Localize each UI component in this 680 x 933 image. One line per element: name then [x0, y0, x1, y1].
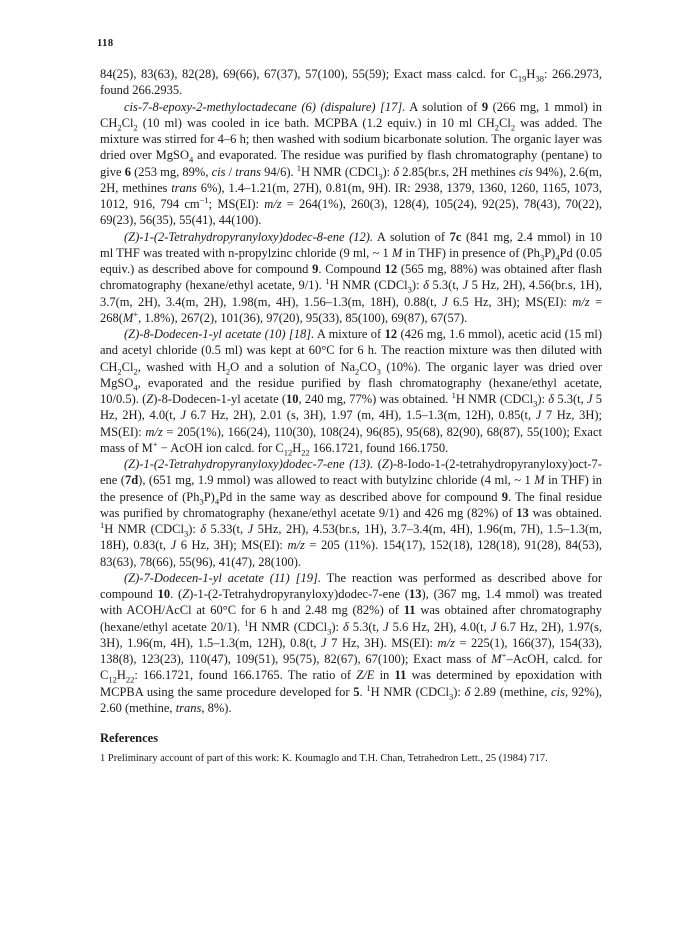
text-run: 22	[301, 447, 310, 458]
text-run: J	[586, 392, 593, 406]
text-run: (841 mg, 2.4 mmol) in 10 ml THF was treated with n-propylzinc chloride (9 ml, ~ 1	[100, 229, 603, 260]
text-run: Cl	[121, 115, 134, 130]
text-run: 166.1721, found 166.1750.	[309, 440, 449, 455]
text-run: 1	[100, 519, 105, 530]
text-run: 3	[183, 528, 189, 539]
text-run: 2	[494, 122, 499, 133]
text-run: +	[152, 438, 158, 449]
text-run: trans	[175, 700, 202, 715]
text-run: (10%). The organic layer was dried over MgSO	[100, 359, 602, 390]
text-run: , 8%).	[201, 700, 232, 715]
text-run: , evaporated and the residue purified by flash chromatography (hexane/ethyl acetate, 10/0.5). (	[100, 375, 602, 406]
text-run: )-8-Iodo-1-(2-tetrahydropyranyloxy)oct-7-ene (	[100, 457, 602, 488]
text-run: 3	[376, 366, 381, 376]
text-run: 3	[533, 398, 538, 409]
text-run: 4	[133, 382, 138, 393]
text-run: (Z)-7-Dodecen-1-yl acetate (11) [19].	[124, 570, 321, 585]
text-run: 22	[125, 674, 135, 685]
text-run: (426 mg, 1.6 mmol), acetic acid (15 ml) and acetyl chloride (0.5 ml) was kept at 60°C for 6 h. The reaction mixture was then diluted with CH	[100, 327, 603, 374]
page-number: 118	[97, 38, 114, 49]
text-run: 6%), 1.4–1.21(m, 27H), 0.81(m, 9H). IR: 2938, 1379, 1360, 1260, 1165, 1073, 1012, 916, 794 cm	[100, 180, 602, 211]
text-run: m/z	[145, 424, 163, 439]
text-run: J	[321, 635, 327, 650]
text-run: M	[391, 245, 403, 260]
text-run: , 1.8%), 267(2), 101(36), 97(20), 95(33), 85(100), 69(87), 67(57).	[138, 310, 468, 325]
text-run: 38	[535, 73, 544, 84]
text-run: 6.7 Hz, 2H), 2.01 (s, 3H), 1.97 (m, 4H), 1.5–1.3(m, 12H), 0.85(t,	[186, 408, 536, 423]
text-run: in	[374, 668, 395, 683]
text-run: = 264(1%), 260(3), 128(4), 105(24), 92(25), 78(43), 70(22), 69(23), 56(35), 55(41), 44(100).	[100, 197, 602, 228]
text-run: M	[122, 310, 134, 325]
text-run: Cl	[121, 359, 134, 374]
text-run: (Z)-8-Dodecen-1-yl acetate (10) [18].	[124, 327, 315, 341]
text-run: Pd in the same way as described above for compound	[219, 489, 502, 504]
text-run: /	[225, 164, 236, 179]
text-run: 12	[283, 447, 293, 458]
text-run: ), (651 mg, 1.9 mmol) was allowed to react with butylzinc chloride (4 ml, ~ 1	[138, 473, 535, 488]
text-run: 7 Hz, 3H). MS(EI):	[326, 635, 438, 650]
text-run: was determined by epoxidation with MCPBA using the same procedure developed for	[100, 668, 602, 699]
text-run: and evaporated. The residue was purified by flash chromatography (pentane) to give	[100, 148, 602, 179]
text-run: 7d	[124, 473, 139, 488]
paragraph-compound-6	[100, 99, 602, 229]
text-run: cis	[551, 684, 565, 699]
text-run: H NMR (CDCl	[329, 278, 408, 293]
paragraph-mass-spec-continuation	[100, 66, 602, 99]
text-run: 6.5 Hz, 3H); MS(EI):	[447, 294, 573, 309]
text-run: 12	[384, 327, 398, 341]
text-run: 7 Hz, 3H); MS(EI):	[100, 408, 602, 439]
text-run: 2	[117, 366, 122, 376]
reference-item-1	[100, 752, 602, 766]
text-run: )-1-(2-Tetrahydropyranyloxy)dodec-7-ene (	[189, 587, 409, 601]
text-run: 6	[124, 164, 131, 179]
text-run: 2	[133, 366, 138, 376]
text-run: 13	[516, 505, 529, 520]
text-run: : 166.1721, found 166.1765. The ratio of	[134, 668, 357, 683]
text-run: 9	[312, 262, 319, 276]
text-run: H NMR (CDCl	[455, 392, 534, 406]
text-run: H NMR (CDCl	[301, 164, 379, 179]
text-run: Z	[381, 457, 389, 471]
text-run: , washed with H	[137, 359, 226, 374]
paragraph-compound-11	[100, 570, 602, 716]
text-run: ):	[453, 684, 465, 699]
text-run: 3	[539, 252, 545, 263]
text-run: was obtained after chromatography (hexane/ethyl acetate 20/1).	[100, 603, 602, 634]
text-run: 5.3(t,	[554, 392, 587, 406]
text-run: 2	[510, 122, 516, 133]
text-run: H NMR (CDCl	[248, 619, 328, 634]
text-run: Z	[146, 392, 154, 406]
text-run: 5	[353, 684, 360, 699]
text-run: +	[133, 308, 139, 319]
text-run: , 92%), 2.60 (methine,	[100, 684, 603, 715]
text-run: . Compound	[318, 262, 385, 276]
text-run: A solution of	[373, 229, 450, 244]
text-run: 5.3(t,	[348, 619, 384, 634]
text-run: –AcOH, calcd. for C	[100, 652, 602, 683]
text-run: 11	[394, 668, 407, 683]
text-run: m/z	[287, 538, 305, 553]
text-run: (565 mg, 88%) was obtained after flash chromatography (hexane/ethyl acetate, 9/1).	[100, 262, 603, 293]
text-run: J	[462, 278, 469, 293]
text-run: ):	[331, 619, 343, 634]
text-run: 2.85(br.s, 2H methines	[399, 164, 519, 179]
text-run: cis	[518, 164, 533, 179]
text-run: 2	[355, 366, 360, 376]
text-run: Z/E	[356, 668, 375, 683]
text-run: 9	[501, 489, 508, 504]
body-text	[100, 66, 602, 766]
references-heading: References	[100, 731, 159, 745]
text-run: 84(25), 83(63), 82(28), 69(66), 67(37), 57(100), 55(59); Exact mass calcd. for C	[100, 67, 518, 81]
text-run: .	[359, 684, 367, 699]
text-run: ):	[188, 522, 201, 536]
text-run: δ	[548, 392, 555, 406]
text-run: Pd (0.05 equiv.) as described above for compound	[100, 245, 602, 276]
text-run: P)	[544, 245, 556, 260]
text-run: 3	[378, 171, 383, 181]
text-run: . (	[170, 587, 183, 601]
text-run: ):	[382, 164, 394, 179]
text-run: (	[373, 457, 382, 471]
paragraph-compound-12	[100, 229, 602, 327]
text-run: 1	[296, 162, 302, 173]
text-run: 5 Hz, 2H), 4.0(t,	[100, 392, 602, 423]
text-run: trans	[235, 164, 261, 179]
text-run: 2	[133, 122, 138, 133]
text-run: 12	[108, 674, 117, 685]
text-run: (266 mg, 1 mmol) in CH	[100, 99, 602, 130]
text-run: 6.7 Hz, 2H), 1.97(s, 3H), 1.96(m, 4H), 1.5–1.3(m, 12H), 0.8(t,	[100, 619, 603, 650]
text-run: δ	[423, 278, 429, 293]
text-run: m/z	[437, 635, 455, 650]
text-run: (10 ml) was cooled in ice bath. MCPBA (1.2 equiv.) in 10 ml CH	[137, 115, 495, 130]
text-run: 4	[555, 252, 560, 263]
text-run: 10	[157, 587, 171, 601]
text-run: . The final residue was purified by chromatography (hexane/ethyl acetate 9/1) and 426 mg (82%) of	[100, 489, 602, 520]
text-run: 1	[244, 617, 249, 628]
text-run: J	[442, 294, 448, 309]
text-run: 5Hz, 2H), 4.53(br.s, 1H), 3.7–3.4(m, 4H), 1.96(m, 7H), 1.5–1.3(m, 18H), 0.83(t,	[100, 522, 603, 553]
text-run: H	[526, 67, 536, 81]
text-run: J	[535, 408, 542, 423]
text-run: H	[292, 440, 302, 455]
text-run: A mixture of	[314, 327, 385, 341]
text-run: J	[490, 619, 497, 634]
text-run: (Z)-1-(2-Tetrahydropyranyloxy)dodec-8-ene (12).	[124, 229, 374, 244]
text-run: H NMR (CDCl	[370, 684, 449, 699]
text-run: − AcOH ion calcd. for C	[157, 440, 284, 455]
text-run: 3	[327, 626, 332, 636]
text-run: (Z)-1-(2-Tetrahydropyranyloxy)dodec-7-ene (13).	[124, 457, 374, 471]
paragraph-compound-10	[100, 326, 602, 456]
text-run: P)	[203, 489, 215, 504]
text-run: 4	[189, 154, 194, 165]
text-run: δ	[342, 619, 349, 634]
text-run: J	[170, 538, 177, 553]
text-run: 2.89 (methine,	[470, 684, 552, 699]
text-run: J	[247, 522, 254, 536]
text-run: 5.33(t,	[206, 522, 248, 536]
text-run: 19	[517, 73, 527, 84]
text-run: in THF) in presence of (Ph	[402, 245, 540, 260]
text-run: M	[491, 652, 502, 666]
text-run: The reaction was performed as described above for compound	[100, 570, 602, 601]
text-run: = 225(1), 166(37), 154(33), 138(8), 123(23), 110(47), 109(51), 95(75), 82(67), 67(100); Exact mass of	[100, 635, 603, 666]
text-run: A solution of	[405, 99, 482, 114]
text-run: O and a solution of Na	[230, 359, 356, 374]
text-run: ; MS(EI):	[208, 197, 265, 211]
text-run: = 205(1%), 166(24), 110(30), 108(24), 96(85), 95(68), 82(90), 68(87), 55(100); Exact mass of M	[100, 424, 602, 455]
text-run: 2	[117, 122, 122, 133]
text-run: δ	[393, 164, 400, 179]
text-run: 5.3(t,	[428, 278, 463, 293]
text-run: 9	[481, 99, 489, 114]
text-run: 3	[407, 284, 412, 295]
text-run: 2	[225, 366, 231, 376]
text-run: Z	[182, 587, 190, 601]
text-run: 7c	[449, 229, 462, 244]
text-run: 13	[408, 587, 422, 601]
text-run: −1	[199, 194, 209, 205]
text-run: m/z	[572, 294, 590, 309]
text-run: trans	[171, 180, 197, 195]
text-run: 5 Hz, 2H), 4.56(br.s, 1H), 3.7(m, 2H), 3.4(m, 2H), 1.98(m, 4H), 1.56–1.3(m, 18H), 0.88(t,	[100, 278, 603, 309]
text-run: , 240 mg, 77%) was obtained.	[298, 392, 452, 406]
text-run: )-8-Dodecen-1-yl acetate (	[153, 392, 287, 406]
text-run: CO	[359, 359, 377, 374]
text-run: J	[383, 619, 389, 634]
text-run: ):	[537, 392, 549, 406]
text-run: ):	[411, 278, 424, 293]
text-run: 4	[214, 496, 220, 506]
text-run: Cl	[499, 115, 511, 130]
text-run: cis-7-8-epoxy-2-methyloctadecane (6) (dispalure) [17].	[124, 99, 406, 114]
text-run: +	[501, 649, 507, 660]
text-run: J	[180, 408, 187, 423]
text-run: : 266.2973, found 266.2935.	[100, 67, 602, 98]
text-run: δ	[464, 684, 471, 699]
text-run: 10	[286, 392, 299, 406]
text-run: 11	[403, 603, 416, 618]
text-run: was added. The mixture was stirred for 4–6 h; then washed with sodium bicarbonate solution. The organic layer was dried over MgSO	[100, 115, 602, 163]
text-run: 1 Preliminary account of part of this work: K. Koumaglo and T.H. Chan, Tetrahedron Lett., 25 (1984) 717.	[100, 753, 548, 765]
text-run: was obtained.	[528, 505, 602, 520]
text-run: H NMR (CDCl	[104, 522, 184, 536]
text-run: 94%), 2.6(m, 2H, methines	[100, 164, 602, 195]
text-run: 94/6).	[260, 164, 297, 179]
text-run: m/z	[264, 197, 282, 211]
text-run: 12	[384, 262, 398, 276]
text-run: M	[534, 473, 545, 488]
text-run: 1	[366, 682, 371, 693]
text-run: H	[116, 668, 126, 683]
text-run: 3	[448, 691, 454, 701]
text-run: cis	[211, 164, 226, 179]
text-run: = 205 (11%). 154(17), 152(18), 128(18), 91(28), 84(53), 83(63), 78(66), 55(96), 41(47), 28(100).	[100, 538, 603, 569]
paragraph-compound-13	[100, 456, 602, 570]
text-run: 3	[199, 496, 204, 506]
text-run: (253 mg, 89%,	[130, 164, 212, 179]
text-run: in THF) in the presence of (Ph	[100, 473, 602, 504]
text-run: 1	[325, 276, 330, 287]
text-run: 6 Hz, 3H); MS(EI):	[176, 538, 288, 553]
text-run: 5.6 Hz, 2H), 4.0(t,	[388, 619, 491, 634]
text-run: ), (367 mg, 1.4 mmol) was treated with ACOH/AcCl at 60°C for 6 h and 2.48 mg (82%) of	[100, 587, 603, 618]
text-run: 1	[451, 389, 456, 400]
text-run: = 268(	[100, 294, 602, 325]
text-run: δ	[200, 522, 207, 536]
